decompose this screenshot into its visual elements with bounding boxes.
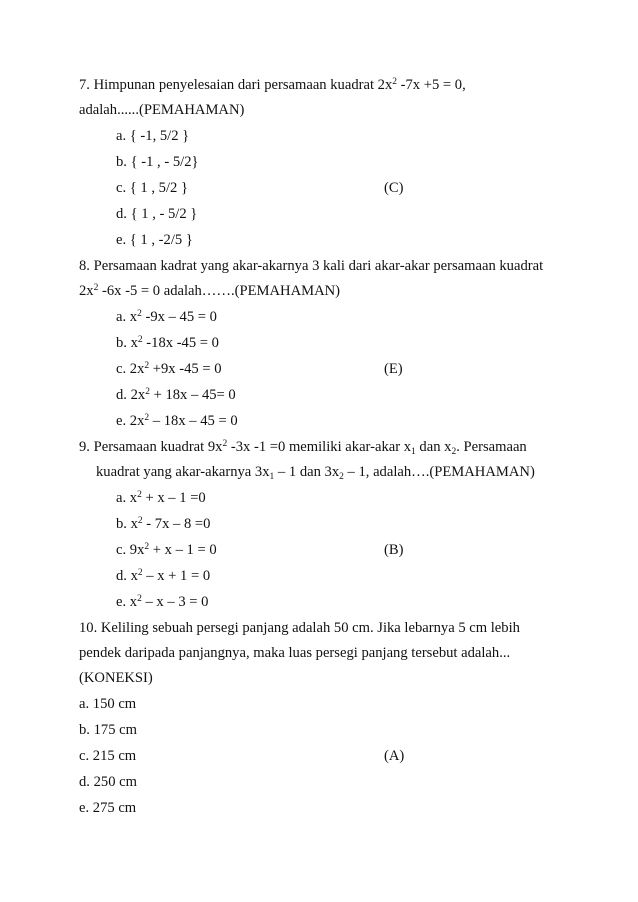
q7-option-d: d. { 1 , - 5/2 } <box>116 206 198 222</box>
q7-answer-key: (C) <box>384 180 404 196</box>
q7-option-b: b. { -1 , - 5/2} <box>116 154 199 170</box>
q10-answer-key: (A) <box>384 748 405 764</box>
q10-option-e: e. 275 cm <box>79 800 137 816</box>
q10-stem-line-3: (KONEKSI) <box>79 670 153 686</box>
q7-option-c: c. { 1 , 5/2 } <box>116 180 188 196</box>
q8-option-c: c. $2x^2 +9x$ -45 = 0 <box>116 361 222 377</box>
q7-stem-line-2: adalah......(PEMAHAMAN) <box>79 102 245 118</box>
q8-option-d: d. $2x^2 + 18x - 45= 0$ <box>116 387 236 403</box>
q9-option-d: d. $x^2 - x + 1 = 0$ <box>116 568 211 584</box>
q8-option-e: e. $2x^2 - 18x - 45 = 0$ <box>116 413 238 429</box>
q8-answer-key: (E) <box>384 361 403 377</box>
q9-option-c: c. $9x^2 + x - 1 = 0$ <box>116 542 217 558</box>
q8-option-a: a. $x^2$ -9x – 45 = 0 <box>116 309 217 325</box>
q9-stem-line-2: kuadrat yang akar-akarnya $3x_1 - 1$ dan $3x_2 - 1$, adalah….(PEMAHAMAN) <box>96 464 535 482</box>
q10-stem-line-2: pendek daripada panjangnya, maka luas persegi panjang tersebut adalah... <box>79 645 511 661</box>
q9-option-a: a. $x^2 + x - 1 =0$ <box>116 490 206 506</box>
q10-option-a: a. 150 cm <box>79 696 137 712</box>
q7-option-e: e. { 1 , -2/5 } <box>116 232 193 248</box>
q8-option-b: b. $x^2$ -18x -45 = 0 <box>116 335 219 351</box>
q10-option-d: d. 250 cm <box>79 774 137 790</box>
q8-stem-line-2: $2x^2$ -6x -5 = 0 adalah…….(PEMAHAMAN) <box>79 283 341 299</box>
q10-option-b: b. 175 cm <box>79 722 137 738</box>
q7-stem-line-1: 7. Himpunan penyelesaian dari persamaan kuadrat $2x^2$ -7x +5 = 0, <box>79 77 466 93</box>
q10-option-c: c. 215 cm <box>79 748 137 764</box>
q10-stem-line-1: 10. Keliling sebuah persegi panjang adalah 50 cm. Jika lebarnya 5 cm lebih <box>79 620 520 636</box>
q9-option-b: b. $x^2 - 7x - 8 =0$ <box>116 516 211 532</box>
q9-answer-key: (B) <box>384 542 404 558</box>
q8-stem-line-1: 8. Persamaan kadrat yang akar-akarnya 3 kali dari akar-akar persamaan kuadrat <box>79 258 544 274</box>
q9-option-e: e. $x^2 - x - 3 = 0$ <box>116 594 209 610</box>
q7-option-a: a. { -1, 5/2 } <box>116 128 190 144</box>
q9-stem-line-1: 9. Persamaan kuadrat $9x^2$ -3x -1 =0 memiliki akar-akar $x_1$ dan $x_2$. Persamaan <box>79 439 527 457</box>
